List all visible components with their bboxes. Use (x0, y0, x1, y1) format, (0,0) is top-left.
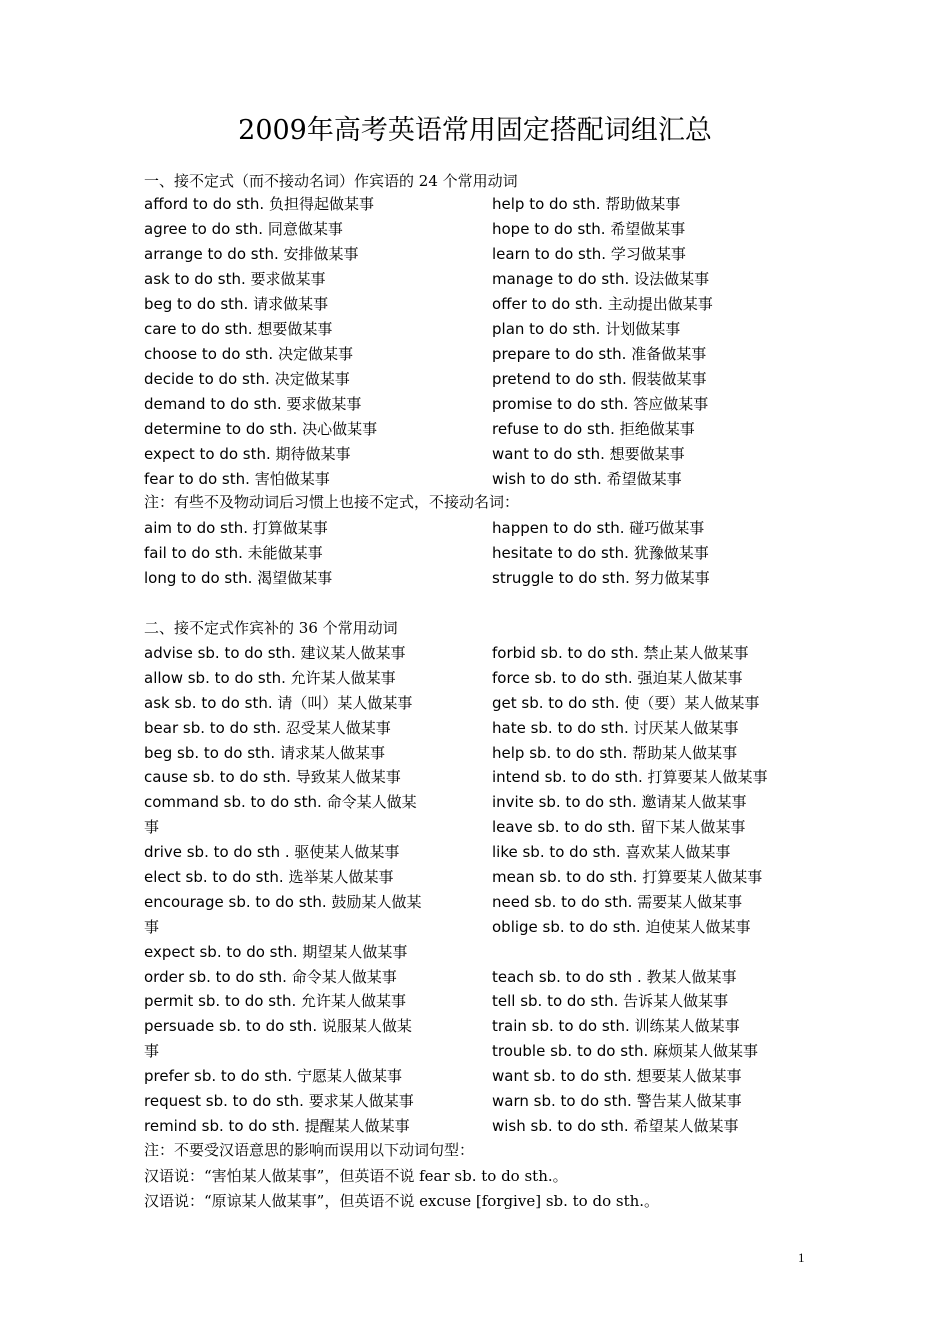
phrase-row (492, 442, 713, 467)
english-phrase: expect to do sth. (144, 445, 271, 463)
english-phrase: happen to do sth. (492, 519, 625, 537)
english-phrase: allow sb. to do sth. (144, 668, 286, 687)
chinese-meaning: 说服某人做某 (321, 1017, 412, 1036)
english-phrase: bear sb. to do sth. (144, 718, 282, 737)
english-phrase: decide to do sth. (144, 370, 270, 388)
chinese-meaning: 要求做某事 (286, 395, 362, 413)
english-phrase: prepare to do sth. (492, 345, 627, 363)
chinese-meaning: 允许某人做某事 (290, 668, 396, 687)
chinese-meaning: 要求某人做某事 (308, 1092, 414, 1111)
phrase-row (144, 765, 421, 790)
chinese-meaning: 期望某人做某事 (302, 942, 408, 961)
phrase-row (144, 1114, 421, 1139)
chinese-meaning: 希望某人做某事 (633, 1116, 739, 1135)
english-phrase: pretend to do sth. (492, 370, 627, 388)
phrase-row (492, 566, 710, 591)
chinese-meaning: 迫使某人做某事 (645, 917, 751, 936)
chinese-meaning: 帮助做某事 (605, 195, 681, 213)
phrase-row (144, 890, 421, 915)
chinese-meaning: 允许某人做某事 (301, 992, 407, 1011)
section1-note-right-column (492, 516, 710, 591)
chinese-meaning: 鼓励某人做某 (331, 892, 422, 911)
english-phrase: order sb. to do sth. (144, 967, 287, 986)
phrase-row (492, 790, 768, 815)
english-phrase: hope to do sth. (492, 220, 606, 238)
phrase-row (144, 840, 421, 865)
english-phrase: tell sb. to do sth. (492, 992, 619, 1011)
phrase-row (492, 915, 768, 940)
phrase-row (144, 691, 421, 716)
chinese-meaning: 警告某人做某事 (636, 1092, 742, 1111)
english-phrase: expect sb. to do sth. (144, 942, 298, 961)
phrase-row (144, 790, 421, 815)
phrase-row (492, 716, 768, 741)
phrase-row (144, 741, 421, 766)
chinese-meaning: 请求做某事 (253, 295, 329, 313)
english-phrase: beg to do sth. (144, 295, 249, 313)
english-phrase: cause sb. to do sth. (144, 768, 291, 787)
phrase-row (492, 1039, 768, 1064)
english-phrase: learn to do sth. (492, 245, 607, 263)
english-phrase: remind sb. to do sth. (144, 1116, 300, 1135)
phrase-row (144, 1089, 421, 1114)
phrase-row (144, 1014, 421, 1039)
english-phrase: request sb. to do sth. (144, 1092, 304, 1111)
english-phrase: demand to do sth. (144, 395, 282, 413)
phrase-row (144, 989, 421, 1014)
chinese-meaning: 负担得起做某事 (268, 195, 374, 213)
section1-left-column (144, 192, 377, 492)
english-phrase: need sb. to do sth. (492, 892, 633, 911)
phrase-row (492, 516, 710, 541)
english-phrase: command sb. to do sth. (144, 793, 322, 812)
english-phrase: like sb. to do sth. (492, 843, 621, 862)
chinese-meaning: 留下某人做某事 (640, 818, 746, 837)
section2-heading: 二、接不定式作宾补的 36 个常用动词 (144, 619, 398, 637)
english-phrase: refuse to do sth. (492, 420, 615, 438)
english-phrase: beg sb. to do sth. (144, 743, 276, 762)
chinese-meaning: 假装做某事 (631, 370, 707, 388)
chinese-meaning: 学习做某事 (610, 245, 686, 263)
english-phrase: leave sb. to do sth. (492, 818, 636, 837)
chinese-meaning: 打算要某人做某事 (642, 868, 763, 887)
phrase-row (144, 566, 332, 591)
english-phrase: force sb. to do sth. (492, 668, 633, 687)
phrase-row (492, 890, 768, 915)
phrase-row (492, 292, 713, 317)
chinese-meaning: 决定做某事 (274, 370, 350, 388)
phrase-row (492, 417, 713, 442)
chinese-meaning: 提醒某人做某事 (304, 1116, 410, 1135)
chinese-meaning: 渴望做某事 (257, 569, 333, 587)
english-phrase: aim to do sth. (144, 519, 249, 537)
chinese-meaning: 使（要）某人做某事 (624, 693, 760, 712)
english-phrase: encourage sb. to do sth. (144, 892, 327, 911)
phrase-row (144, 666, 421, 691)
chinese-meaning: 宁愿某人做某事 (296, 1067, 402, 1086)
phrase-row (144, 292, 377, 317)
chinese-meaning: 同意做某事 (267, 220, 343, 238)
english-phrase: agree to do sth. (144, 220, 264, 238)
phrase-row (144, 940, 421, 965)
phrase-row (492, 989, 768, 1014)
phrase-row (144, 815, 421, 840)
english-phrase: advise sb. to do sth. (144, 644, 296, 662)
chinese-meaning: 邀请某人做某事 (641, 793, 747, 812)
phrase-row (144, 516, 332, 541)
chinese-meaning: 想要做某事 (257, 320, 333, 338)
phrase-row (144, 541, 332, 566)
chinese-meaning: 未能做某事 (247, 544, 323, 562)
english-phrase: hate sb. to do sth. (492, 718, 629, 737)
chinese-meaning: 训练某人做某事 (634, 1017, 740, 1036)
chinese-meaning: 事 (144, 917, 160, 936)
english-phrase: drive sb. to do sth . (144, 843, 290, 862)
english-phrase: intend sb. to do sth. (492, 768, 643, 787)
phrase-row (144, 392, 377, 417)
english-phrase: choose to do sth. (144, 345, 274, 363)
chinese-meaning: 答应做某事 (633, 395, 709, 413)
chinese-meaning: 希望做某事 (610, 220, 686, 238)
chinese-meaning: 拒绝做某事 (619, 420, 695, 438)
chinese-meaning: 打算要某人做某事 (647, 768, 768, 787)
english-phrase: elect sb. to do sth. (144, 868, 284, 887)
phrase-row (492, 467, 713, 492)
chinese-meaning: 犹豫做某事 (633, 544, 709, 562)
phrase-row (144, 217, 377, 242)
phrase-row (492, 342, 713, 367)
phrase-row (144, 417, 377, 442)
phrase-row (492, 865, 768, 890)
chinese-meaning: 导致某人做某事 (295, 768, 401, 787)
english-phrase: fail to do sth. (144, 544, 243, 562)
english-phrase: wish to do sth. (492, 470, 602, 488)
phrase-row (492, 691, 768, 716)
phrase-row (492, 666, 768, 691)
english-phrase: plan to do sth. (492, 320, 601, 338)
chinese-meaning: 碰巧做某事 (629, 519, 705, 537)
phrase-row (492, 242, 713, 267)
english-phrase: persuade sb. to do sth. (144, 1017, 318, 1036)
english-phrase: long to do sth. (144, 569, 253, 587)
phrase-row (144, 1039, 421, 1064)
english-phrase: oblige sb. to do sth. (492, 917, 641, 936)
chinese-meaning: 决定做某事 (277, 345, 353, 363)
page-number: 1 (798, 1250, 805, 1265)
english-phrase: want sb. to do sth. (492, 1067, 632, 1086)
chinese-meaning: 麻烦某人做某事 (653, 1042, 759, 1061)
english-phrase: ask sb. to do sth. (144, 693, 273, 712)
phrase-row (144, 716, 421, 741)
chinese-meaning: 决心做某事 (302, 420, 378, 438)
english-phrase: warn sb. to do sth. (492, 1092, 632, 1111)
chinese-meaning: 教某人做某事 (646, 967, 737, 986)
english-phrase: trouble sb. to do sth. (492, 1042, 649, 1061)
chinese-meaning: 主动提出做某事 (607, 295, 713, 313)
chinese-meaning: 事 (144, 1042, 160, 1061)
phrase-row (144, 317, 377, 342)
section1-note: 注：有些不及物动词后习惯上也接不定式，不接动名词： (144, 493, 520, 511)
chinese-meaning: 请（叫）某人做某事 (277, 693, 413, 712)
english-phrase: promise to do sth. (492, 395, 629, 413)
phrase-row (492, 541, 710, 566)
english-phrase: get sb. to do sth. (492, 693, 620, 712)
phrase-row (144, 192, 377, 217)
chinese-meaning: 设法做某事 (634, 270, 710, 288)
phrase-row (144, 467, 377, 492)
phrase-row (492, 317, 713, 342)
section2-left-column (144, 641, 421, 1139)
english-phrase: teach sb. to do sth . (492, 967, 642, 986)
chinese-meaning: 禁止某人做某事 (643, 644, 749, 662)
chinese-meaning: 驱使某人做某事 (294, 843, 400, 862)
chinese-meaning: 选举某人做某事 (288, 868, 394, 887)
english-phrase: care to do sth. (144, 320, 253, 338)
english-phrase: forbid sb. to do sth. (492, 644, 639, 662)
chinese-meaning: 忍受某人做某事 (285, 718, 391, 737)
phrase-row (144, 367, 377, 392)
phrase-row (144, 865, 421, 890)
section1-right-column (492, 192, 713, 492)
english-phrase: fear to do sth. (144, 470, 250, 488)
english-phrase: hesitate to do sth. (492, 544, 629, 562)
phrase-row (492, 392, 713, 417)
chinese-meaning: 准备做某事 (631, 345, 707, 363)
english-phrase: help sb. to do sth. (492, 743, 628, 762)
english-phrase: offer to do sth. (492, 295, 603, 313)
phrase-row (144, 342, 377, 367)
phrase-row (492, 641, 768, 666)
chinese-meaning: 讨厌某人做某事 (633, 718, 739, 737)
chinese-meaning: 要求做某事 (250, 270, 326, 288)
phrase-row (144, 442, 377, 467)
section1-note-left-column (144, 516, 332, 591)
english-phrase: train sb. to do sth. (492, 1017, 630, 1036)
chinese-meaning: 请求某人做某事 (279, 743, 385, 762)
phrase-row (144, 965, 421, 990)
chinese-meaning: 帮助某人做某事 (632, 743, 738, 762)
chinese-meaning: 期待做某事 (275, 445, 351, 463)
english-phrase: struggle to do sth. (492, 569, 630, 587)
english-phrase: wish sb. to do sth. (492, 1116, 629, 1135)
chinese-meaning: 想要某人做某事 (636, 1067, 742, 1086)
phrase-row (144, 1064, 421, 1089)
phrase-row (492, 367, 713, 392)
chinese-meaning: 需要某人做某事 (637, 892, 743, 911)
phrase-row (492, 267, 713, 292)
phrase-row (492, 765, 768, 790)
english-phrase: prefer sb. to do sth. (144, 1067, 293, 1086)
phrase-row (492, 741, 768, 766)
english-phrase: mean sb. to do sth. (492, 868, 638, 887)
section1-heading: 一、接不定式（而不接动名词）作宾语的 24 个常用动词 (144, 172, 518, 190)
phrase-row (492, 1014, 768, 1039)
phrase-row (144, 242, 377, 267)
chinese-meaning: 安排做某事 (283, 245, 359, 263)
chinese-meaning: 希望做某事 (606, 470, 682, 488)
page-title: 2009年高考英语常用固定搭配词组汇总 (238, 115, 712, 146)
english-phrase: want to do sth. (492, 445, 605, 463)
phrase-row (492, 940, 768, 965)
phrase-row (144, 641, 421, 666)
english-phrase: arrange to do sth. (144, 245, 279, 263)
chinese-meaning: 计划做某事 (605, 320, 681, 338)
english-phrase: manage to do sth. (492, 270, 630, 288)
section2-note-3: 汉语说：“原谅某人做某事”，但英语不说 excuse [forgive] sb. to do sth.。 (144, 1192, 660, 1210)
english-phrase: determine to do sth. (144, 420, 298, 438)
phrase-row (492, 1064, 768, 1089)
chinese-meaning: 命令某人做某事 (291, 967, 397, 986)
chinese-meaning: 想要做某事 (609, 445, 685, 463)
phrase-row (144, 915, 421, 940)
chinese-meaning: 喜欢某人做某事 (625, 843, 731, 862)
chinese-meaning: 害怕做某事 (254, 470, 330, 488)
chinese-meaning: 打算做某事 (252, 519, 328, 537)
english-phrase: help to do sth. (492, 195, 601, 213)
phrase-row (492, 1114, 768, 1139)
section2-right-column (492, 641, 768, 1139)
english-phrase: afford to do sth. (144, 195, 265, 213)
chinese-meaning: 强迫某人做某事 (637, 668, 743, 687)
phrase-row (492, 965, 768, 990)
section2-note-1: 注：不要受汉语意思的影响而误用以下动词句型： (144, 1141, 475, 1159)
chinese-meaning: 努力做某事 (634, 569, 710, 587)
phrase-row (492, 840, 768, 865)
chinese-meaning: 建议某人做某事 (300, 644, 406, 662)
phrase-row (144, 267, 377, 292)
phrase-row (492, 192, 713, 217)
english-phrase: permit sb. to do sth. (144, 992, 297, 1011)
chinese-meaning: 事 (144, 818, 160, 837)
english-phrase: invite sb. to do sth. (492, 793, 637, 812)
english-phrase: ask to do sth. (144, 270, 246, 288)
chinese-meaning: 命令某人做某 (326, 793, 417, 812)
phrase-row (492, 217, 713, 242)
chinese-meaning: 告诉某人做某事 (623, 992, 729, 1011)
phrase-row (492, 1089, 768, 1114)
phrase-row (492, 815, 768, 840)
section2-note-2: 汉语说：“害怕某人做某事”，但英语不说 fear sb. to do sth.。 (144, 1167, 568, 1185)
